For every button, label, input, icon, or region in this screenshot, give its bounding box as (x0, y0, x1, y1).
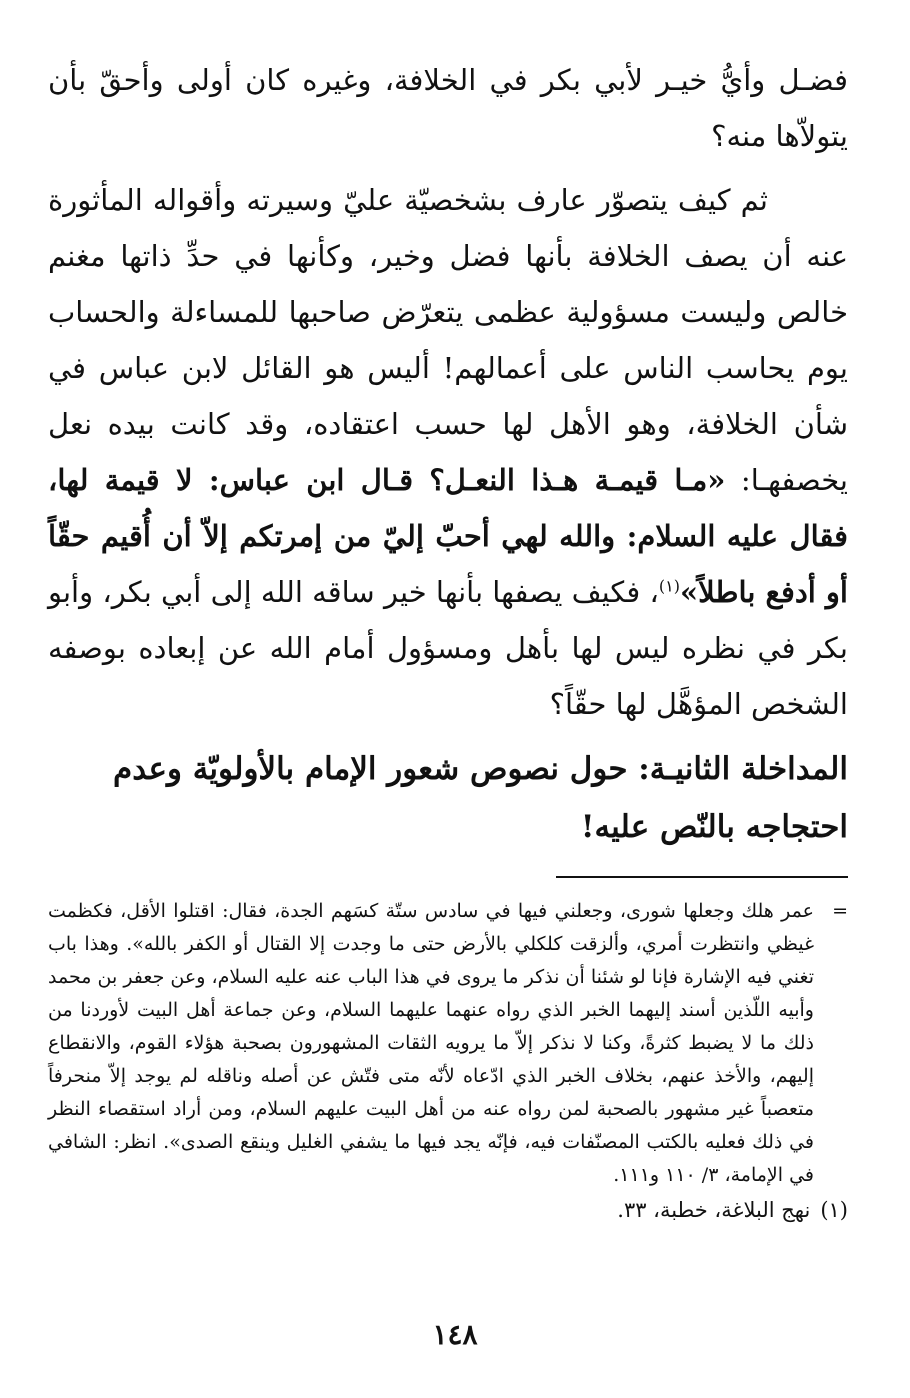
footnote-1-number: (١) (820, 1198, 848, 1222)
footnote-separator (556, 876, 848, 878)
footnotes (48, 895, 848, 1227)
section-heading: المداخلة الثانيـة: حول نصوص شعور الإمام بالأولويّة وعدم احتجاجه بالنّص عليه! (113, 751, 848, 845)
imam-quote: «مـا قيمـة هـذا النعـل؟ قـال ابن عباس: لا قيمة لها، فقال عليه السلام: والله لهي أحبّ إليّ من إمرتكم إلاّ أن أُقيم حقّاً أو أدفع باطلاً» (48, 463, 848, 609)
paragraph-2-intro: ثم كيف يتصوّر عارف بشخصيّة عليّ وسيرته وأقواله المأثورة عنه أن يصف الخلافة بأنها فضل وخير، وكأنها في حدِّ ذاتها مغنم خالص وليست مسؤولية عظمى يتعرّض صاحبها للمساءلة والحساب يوم يحاسب الناس على أعمالهم! أليس هو القائل لابن عباس في شأن الخلافة، وهو الأهل لها حسب اعتقاده، وقد كانت بيده نعل يخصفهـا: (48, 183, 849, 497)
footnote-continuation (48, 895, 848, 1192)
footnote-reference[interactable]: (١) (658, 576, 680, 596)
paragraph-2-rest: ، فكيف يصفها بأنها خير ساقه الله إلى أبي بكر، وأبو بكر في نظره ليس لها بأهل ومسؤول أمام الله عن إبعاده بوصفه الشخص المؤهَّل لها حقّاً؟ (48, 575, 848, 721)
footnote-1-text: نهج البلاغة، خطبة، ٣٣. (617, 1198, 811, 1222)
main-text (48, 52, 848, 856)
footnote-1 (48, 1194, 848, 1227)
continuation-text: عمر هلك وجعلها شورى، وجعلني فيها في سادس ستّة كسَهم الجدة، فقال: اقتلوا الأقل، فكظمت غيظي وانتظرت أمري، وألزقت كلكلي بالأرض حتى ما وجدت إلا القتال أو الكفر بالله». وهذا باب تغني فيه الإشارة فإنا لو شئنا أن نذكر ما يروى في هذا الباب عنه عليه السلام، وعن جعفر بن محمد وأبيه اللّذين أسند إليهما الخبر الذي رواه عنهما عليهما السلام، وعن جماعة أهل البيت لأوردنا من ذلك ما لا يضبط كثرةً، وكنا لا نذكر إلاّ ما يرويه الثقات المشهورون بصحبة هؤلاء القوم، والانقطاع إليهم، والأخذ عنهم، بخلاف الخبر الذي ادّعاه لأنّه متى فتّش عن أصله وناقله لم يوجد إلاّ منحرفاً متعصباً غير مشهور بالصحبة لمن رواه عنه من أهل البيت عليهم السلام، ومن أراد استقصاء النظر في ذلك فعليه بالكتب المصنّفات فيه، فإنّه يجد فيها ما يشفي الغليل وينقع الصدى». انظر: الشافي في الإمامة، ٣/ ١١٠ و١١١. (48, 900, 814, 1186)
paragraph-2 (48, 172, 848, 732)
paragraph-1: فضـل وأيُّ خيـر لأبي بكر في الخلافة، وغيره كان أولى وأحقّ بأن يتولاّها منه؟ (48, 63, 848, 153)
continuation-mark: = (832, 900, 848, 922)
page-number: ١٤٨ (432, 1318, 478, 1351)
